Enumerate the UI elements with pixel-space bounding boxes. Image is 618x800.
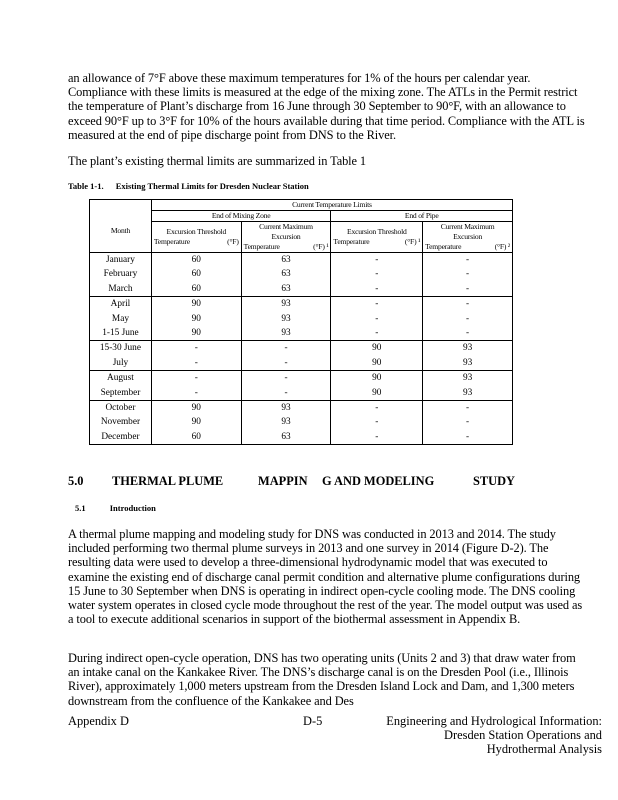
pipe-maximum-value: 93 bbox=[462, 357, 473, 368]
table-row-group bbox=[90, 253, 513, 297]
cell-pipe-threshold bbox=[331, 341, 423, 371]
cell-mix-maximum bbox=[241, 371, 331, 401]
month-value: October bbox=[105, 402, 136, 413]
section-title-part-3: G AND MODELING bbox=[322, 474, 435, 488]
table-body bbox=[90, 253, 513, 445]
month-value: November bbox=[100, 417, 141, 428]
header-pipe-threshold-temp: Temperature bbox=[333, 237, 370, 246]
pipe-maximum-value: - bbox=[466, 417, 470, 428]
header-end-of-pipe: End of Pipe bbox=[331, 211, 513, 222]
header-pipe-maximum-label: Current Maximum bbox=[440, 222, 495, 231]
mix-threshold-value: 60 bbox=[191, 431, 201, 442]
month-value: 1-15 June bbox=[102, 327, 139, 338]
month-value: March bbox=[108, 283, 133, 294]
mix-maximum-value: 63 bbox=[281, 269, 291, 280]
cell-pipe-threshold bbox=[331, 253, 423, 297]
mix-threshold-value: - bbox=[194, 387, 198, 398]
cell-mix-maximum bbox=[241, 341, 331, 371]
paragraph-table-intro: The plant’s existing thermal limits are summarized in Table 1 bbox=[68, 154, 367, 168]
mix-maximum-value: - bbox=[284, 373, 288, 384]
pipe-maximum-value: 93 bbox=[462, 387, 473, 398]
table-caption-label: Table 1-1. bbox=[68, 181, 104, 191]
table-row-group bbox=[90, 341, 513, 371]
header-pipe-maximum bbox=[423, 222, 513, 253]
header-mix-threshold-label: Excursion Threshold bbox=[166, 227, 227, 236]
header-pipe-threshold-unit-line bbox=[333, 237, 420, 247]
header-pipe-maximum-unit-line bbox=[425, 242, 510, 252]
mix-maximum-value: 63 bbox=[281, 283, 291, 294]
cell-mix-maximum bbox=[241, 400, 331, 444]
mix-threshold-value: 60 bbox=[191, 255, 201, 265]
header-mix-maximum-unit-line bbox=[244, 242, 329, 252]
mix-maximum-value: 93 bbox=[281, 313, 291, 324]
mix-threshold-value: 90 bbox=[191, 313, 201, 324]
pipe-threshold-value: - bbox=[375, 313, 379, 324]
month-value: September bbox=[100, 387, 141, 398]
footer-appendix: Appendix D bbox=[68, 714, 129, 728]
cell-mix-threshold bbox=[151, 297, 241, 341]
footer-title-line-1: Engineering and Hydrological Information: bbox=[386, 714, 602, 728]
mix-threshold-value: 90 bbox=[191, 402, 201, 413]
month-value: January bbox=[105, 255, 135, 265]
pipe-maximum-value: - bbox=[466, 299, 470, 310]
footer-page-number: D-5 bbox=[303, 714, 323, 728]
pipe-maximum-value: - bbox=[466, 283, 470, 294]
mix-threshold-value: - bbox=[194, 343, 198, 354]
subsection-number: 5.1 bbox=[75, 503, 86, 513]
footer-document-title bbox=[386, 714, 602, 757]
mix-threshold-value: 90 bbox=[191, 299, 201, 310]
header-mix-threshold-temp: Temperature bbox=[153, 237, 190, 246]
cell-month bbox=[90, 341, 152, 371]
header-mix-threshold-unit: (°F) bbox=[227, 237, 239, 246]
mix-maximum-value: - bbox=[284, 343, 288, 354]
pipe-threshold-value: 90 bbox=[372, 387, 382, 398]
subsection-heading bbox=[75, 503, 156, 513]
cell-month bbox=[90, 297, 152, 341]
cell-month bbox=[90, 253, 152, 297]
header-end-of-mixing-zone: End of Mixing Zone bbox=[151, 211, 331, 222]
section-title-part-1: THERMAL PLUME bbox=[112, 474, 224, 488]
cell-mix-maximum bbox=[241, 253, 331, 297]
table-header-row-2 bbox=[90, 211, 513, 222]
paragraph-operation: During indirect open-cycle operation, DNS has two operating units (Units 2 and 3) that draw water from an intake canal on the Kankakee River. The DNS’s discharge canal is on the Dresden Pool (i.e., Illinois River), approximately 1,000 meters upstream from the Dresden Island Lock and Dam, and 1,300 meters downstream from the confluence of the Kankakee and Des bbox=[68, 651, 576, 708]
month-value: 15-30 June bbox=[99, 343, 141, 354]
header-pipe-maximum-unit: (°F) ² bbox=[494, 242, 510, 251]
mix-maximum-value: - bbox=[284, 357, 288, 368]
cell-month bbox=[90, 371, 152, 401]
cell-month bbox=[90, 400, 152, 444]
cell-pipe-maximum bbox=[423, 253, 513, 297]
pipe-threshold-value: - bbox=[375, 283, 379, 294]
header-mix-maximum-label: Current Maximum bbox=[259, 222, 313, 231]
pipe-maximum-value: - bbox=[466, 327, 470, 338]
pipe-maximum-value: 93 bbox=[462, 373, 473, 384]
cell-mix-threshold bbox=[151, 341, 241, 371]
cell-pipe-maximum bbox=[423, 297, 513, 341]
pipe-threshold-value: - bbox=[375, 417, 379, 428]
mix-threshold-value: 90 bbox=[191, 327, 201, 338]
pipe-maximum-value: - bbox=[466, 269, 470, 280]
footer-title-line-3: Hydrothermal Analysis bbox=[486, 742, 602, 757]
header-mix-maximum-temp: Temperature bbox=[243, 242, 280, 251]
header-pipe-threshold-unit: (°F) ¹ bbox=[404, 237, 421, 246]
header-mix-maximum-unit: (°F) ¹ bbox=[313, 242, 329, 251]
subsection-title: Introduction bbox=[109, 503, 156, 513]
mix-threshold-value: - bbox=[194, 357, 198, 368]
table-row-group bbox=[90, 297, 513, 341]
header-pipe-threshold-label: Excursion Threshold bbox=[347, 227, 407, 236]
mix-maximum-value: 63 bbox=[281, 255, 291, 265]
pipe-threshold-value: 90 bbox=[372, 357, 382, 368]
cell-pipe-threshold bbox=[331, 400, 423, 444]
mix-maximum-value: - bbox=[284, 387, 288, 398]
cell-mix-threshold bbox=[151, 253, 241, 297]
cell-pipe-maximum bbox=[423, 371, 513, 401]
thermal-limits-table bbox=[89, 199, 513, 445]
month-value: December bbox=[101, 431, 140, 442]
header-mix-maximum bbox=[241, 222, 331, 253]
header-month: Month bbox=[90, 211, 152, 253]
header-mix-maximum-excursion: Excursion bbox=[271, 232, 301, 241]
pipe-threshold-value: - bbox=[375, 327, 379, 338]
section-title-part-4: STUDY bbox=[473, 474, 515, 488]
header-pipe-threshold bbox=[331, 222, 423, 253]
table-caption-text: Existing Thermal Limits for Dresden Nuclear Station bbox=[115, 181, 309, 191]
pipe-threshold-value: 90 bbox=[372, 373, 382, 384]
table-header-row-3 bbox=[90, 222, 513, 253]
table-header-row-1 bbox=[90, 200, 513, 211]
pipe-threshold-value: - bbox=[375, 402, 379, 413]
mix-maximum-value: 93 bbox=[281, 327, 291, 338]
pipe-maximum-value: - bbox=[466, 313, 470, 324]
mix-maximum-value: 93 bbox=[281, 402, 291, 413]
mix-maximum-value: 63 bbox=[281, 431, 291, 442]
paragraph-study-overview: A thermal plume mapping and modeling study for DNS was conducted in 2013 and 2014. The study included performing two thermal plume surveys in 2013 and one survey in 2014 (Figure D-2). The resulting data were used to develop a three-dimensional hydrodynamic model that was executed to examine the existing end of discharge canal permit condition and alternative plume configurations during 15 June to 30 September when DNS is operating in indirect open-cycle cooling mode. The DNS cooling water system operates in closed cycle mode throughout the rest of the year. The model output was used as a tool to execute additional scenarios in support of the biothermal assessment in Appendix B. bbox=[68, 527, 583, 627]
month-value: February bbox=[103, 269, 138, 280]
mix-threshold-value: 90 bbox=[191, 417, 201, 428]
section-number: 5.0 bbox=[68, 474, 84, 488]
footer-title-line-2: Dresden Station Operations and bbox=[444, 728, 602, 743]
header-pipe-maximum-excursion: Excursion bbox=[453, 232, 483, 241]
month-value: August bbox=[107, 373, 134, 384]
mix-threshold-value: 60 bbox=[191, 283, 201, 294]
cell-pipe-maximum bbox=[423, 341, 513, 371]
section-title-part-2: MAPPIN bbox=[258, 474, 308, 488]
cell-mix-threshold bbox=[151, 400, 241, 444]
header-mix-threshold-unit-line bbox=[154, 237, 239, 247]
table-row-group bbox=[90, 371, 513, 401]
mix-threshold-value: 60 bbox=[191, 269, 201, 280]
paragraph-thermal-allowance: an allowance of 7°F above these maximum temperatures for 1% of the hours per calendar year. Compliance with these limits is measured at the edge of the mixing zone. The ATLs in the Permit restrict the temperature of Plant’s discharge from 16 June through 30 September to 90°F, with an allowance to exceed 90°F up to 3°F for 10% of the hours available during that time period. Compliance with the ATL is measured at the end of pipe discharge point from DNS to the River. bbox=[68, 71, 585, 142]
month-value: May bbox=[111, 313, 129, 324]
pipe-threshold-value: - bbox=[375, 431, 379, 442]
month-value: July bbox=[112, 357, 129, 368]
mix-maximum-value: 93 bbox=[281, 417, 291, 428]
pipe-threshold-value: 90 bbox=[372, 343, 382, 354]
pipe-maximum-value: - bbox=[466, 431, 470, 442]
cell-mix-maximum bbox=[241, 297, 331, 341]
pipe-maximum-value: 93 bbox=[462, 343, 473, 354]
table-row-group bbox=[90, 400, 513, 444]
cell-pipe-maximum bbox=[423, 400, 513, 444]
mix-threshold-value: - bbox=[194, 373, 198, 384]
header-pipe-maximum-temp: Temperature bbox=[425, 242, 462, 251]
month-value: April bbox=[110, 299, 131, 310]
pipe-threshold-value: - bbox=[375, 299, 379, 310]
header-mix-threshold bbox=[151, 222, 241, 253]
pipe-threshold-value: - bbox=[375, 255, 379, 265]
pipe-threshold-value: - bbox=[375, 269, 379, 280]
mix-maximum-value: 93 bbox=[281, 299, 291, 310]
pipe-maximum-value: - bbox=[466, 402, 470, 413]
header-current-limits: Current Temperature Limits bbox=[151, 200, 512, 211]
table-caption bbox=[68, 181, 319, 191]
cell-pipe-threshold bbox=[331, 371, 423, 401]
pipe-maximum-value: - bbox=[466, 255, 470, 265]
cell-mix-threshold bbox=[151, 371, 241, 401]
cell-pipe-threshold bbox=[331, 297, 423, 341]
